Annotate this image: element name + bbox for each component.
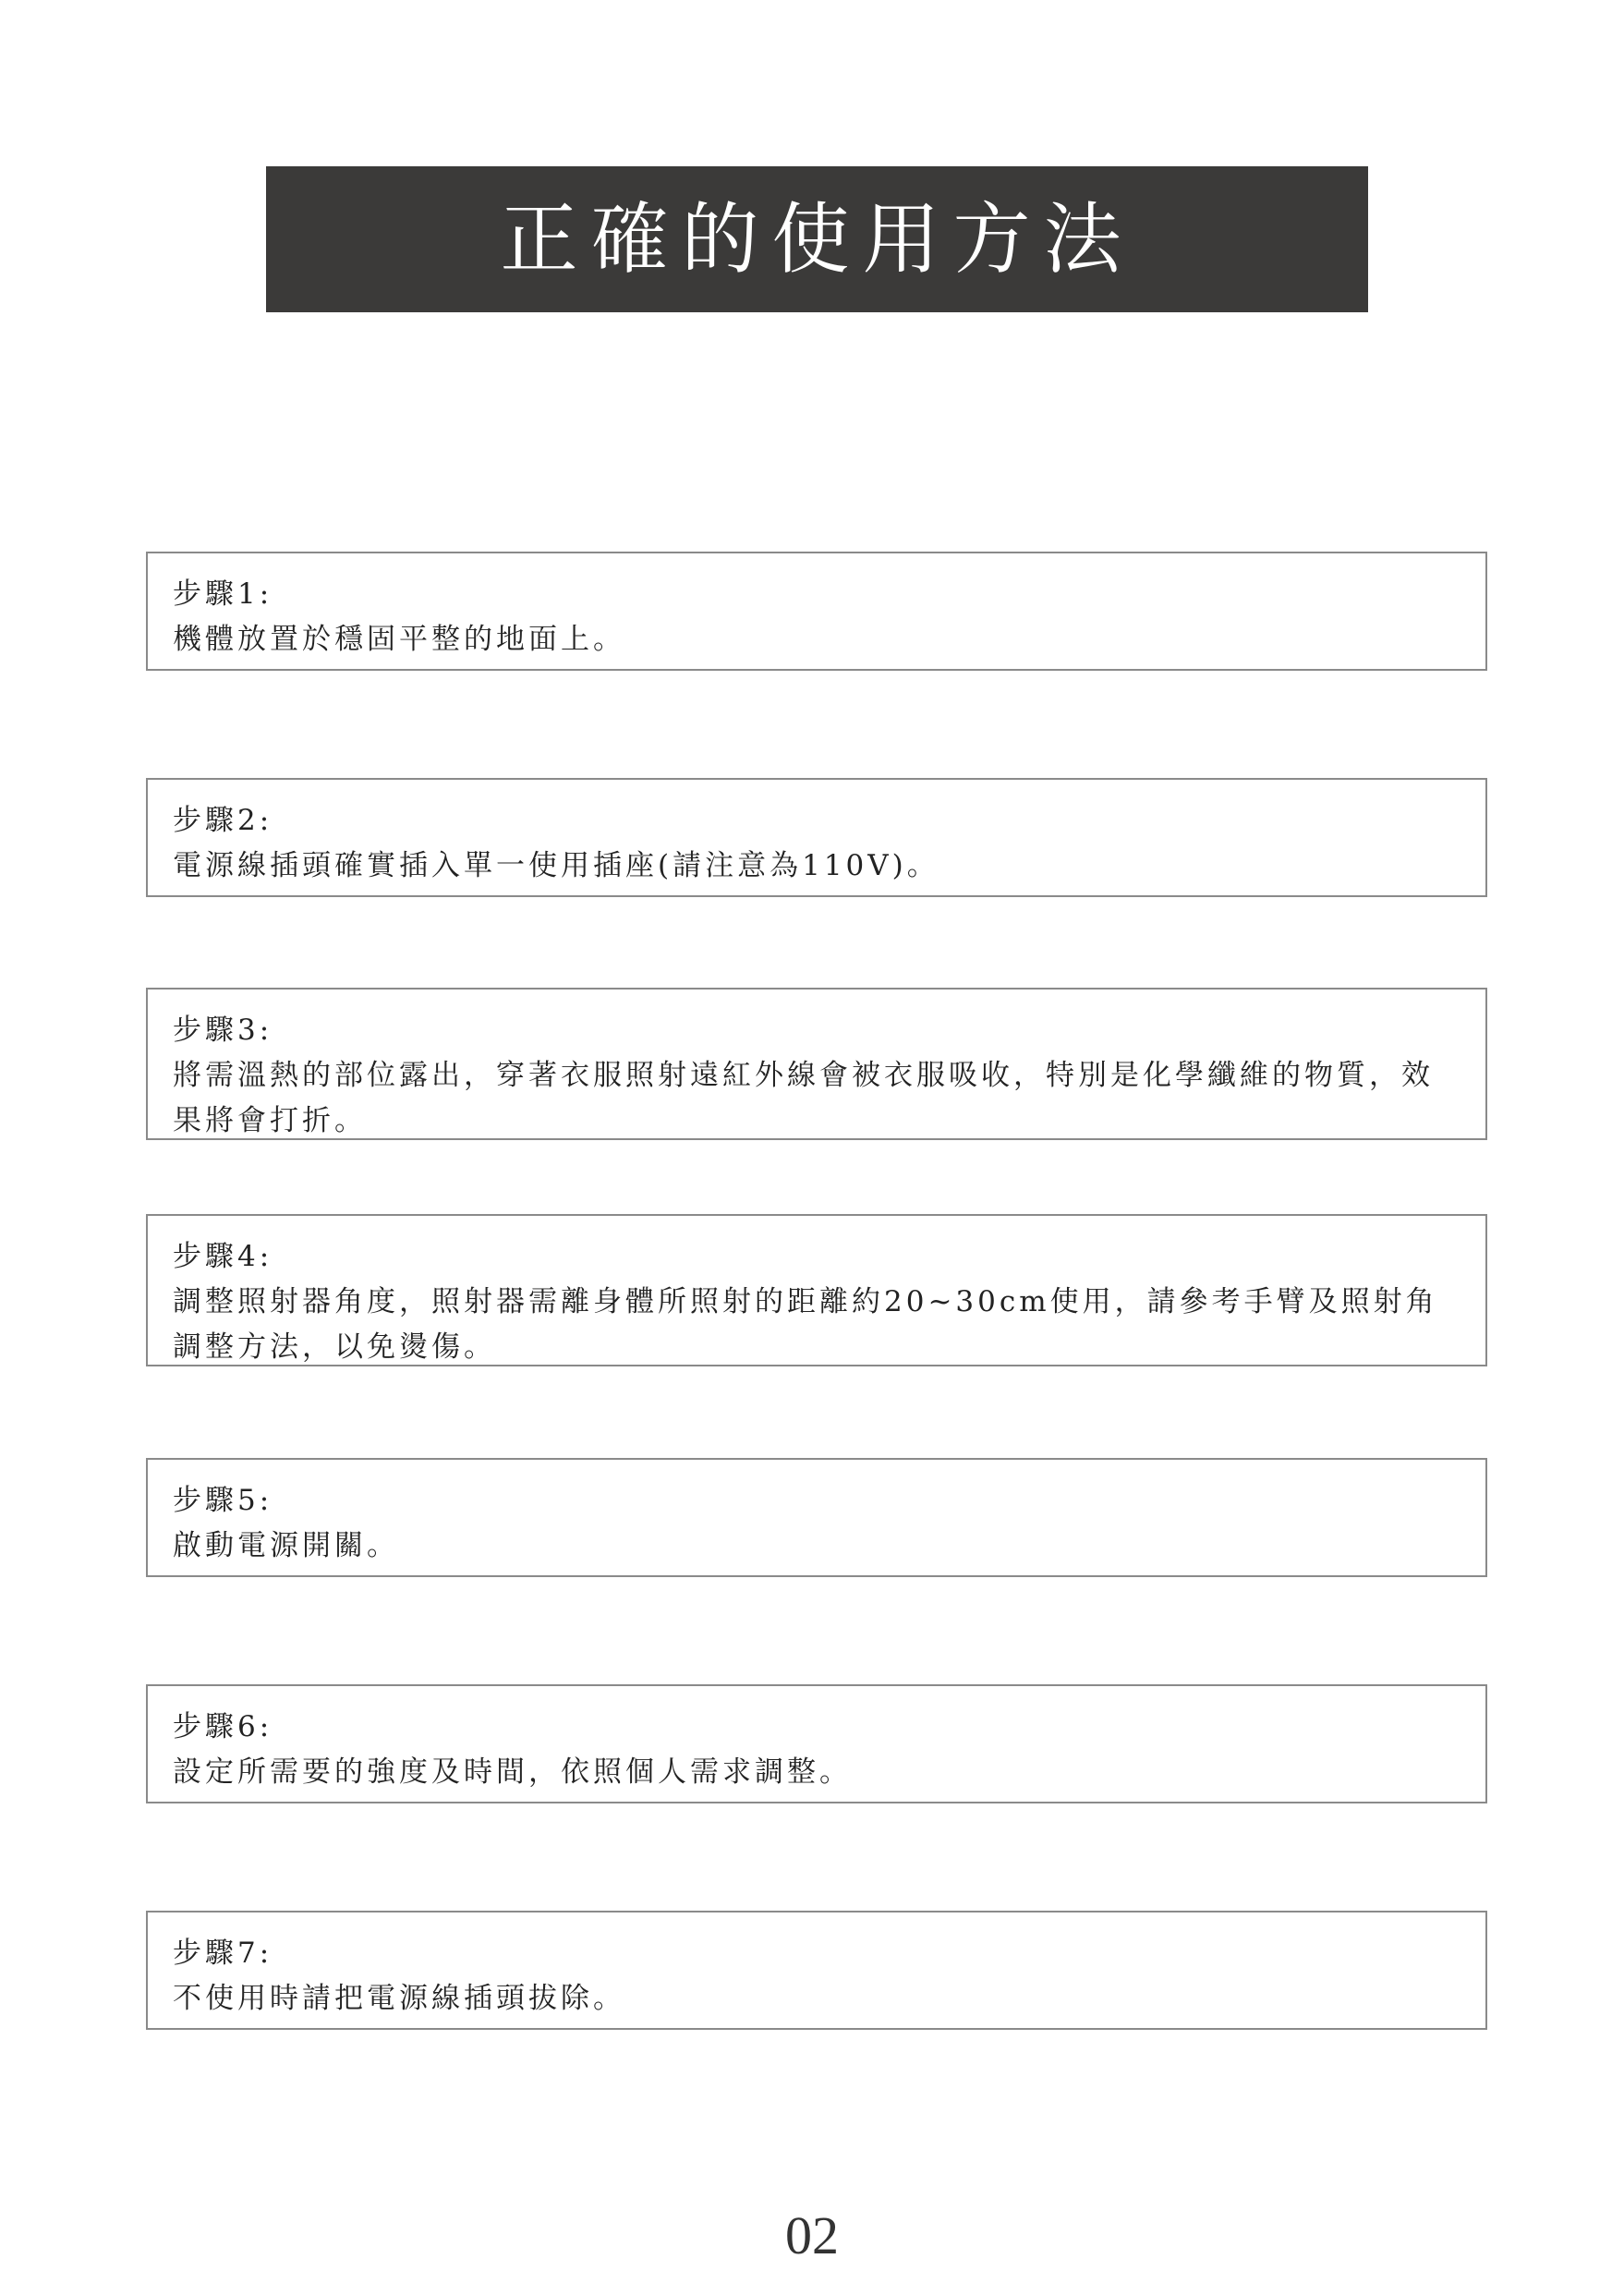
step-7-label: 步驟7: [173, 1937, 273, 1970]
step-6-box [146, 1684, 1487, 1803]
title-banner [266, 166, 1368, 312]
step-3-label: 步驟3: [173, 1014, 273, 1047]
step-7-text: 不使用時請把電源線插頭拔除。 [173, 1982, 625, 2015]
page-title: 正確的使用方法 [500, 194, 1134, 285]
step-5-box [146, 1458, 1487, 1577]
step-1-label: 步驟1: [173, 577, 273, 611]
step-1-text: 機體放置於穩固平整的地面上。 [173, 623, 625, 656]
step-7-box [146, 1911, 1487, 2030]
step-6-label: 步驟6: [173, 1710, 273, 1743]
page-number: 02 [785, 2205, 839, 2265]
step-2-box [146, 778, 1487, 897]
step-2-text: 電源線插頭確實插入單一使用插座(請注意為110V)。 [173, 849, 939, 882]
step-4-label: 步驟4: [173, 1240, 273, 1273]
step-6-text: 設定所需要的強度及時間，依照個人需求調整。 [173, 1755, 852, 1789]
step-2-label: 步驟2: [173, 804, 273, 837]
step-3-box [146, 988, 1487, 1140]
step-5-text: 啟動電源開關。 [173, 1529, 399, 1562]
step-4-box [146, 1214, 1487, 1366]
step-1-box [146, 552, 1487, 671]
step-4-text: 調整照射器角度，照射器需離身體所照射的距離約20~30cm使用，請參考手臂及照射角調整方法，以免燙傷。 [173, 1285, 1438, 1364]
step-3-text: 將需溫熱的部位露出，穿著衣服照射遠紅外線會被衣服吸收，特別是化學纖維的物質，效果將會打折。 [173, 1059, 1434, 1137]
step-5-label: 步驟5: [173, 1484, 273, 1517]
